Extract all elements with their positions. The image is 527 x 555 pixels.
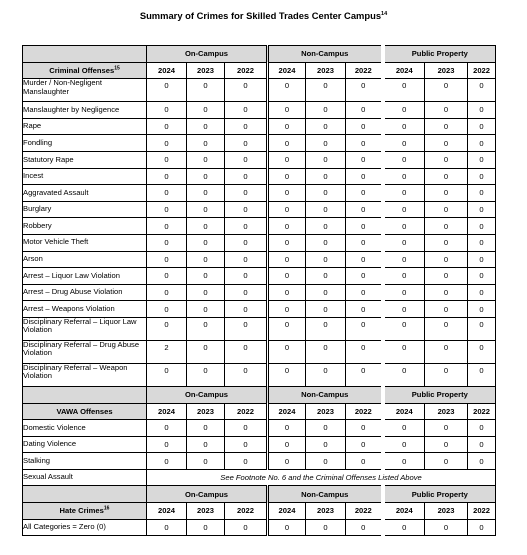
value-cell: 0 <box>225 168 268 185</box>
value-cell: 0 <box>346 201 383 218</box>
value-cell: 0 <box>425 79 468 102</box>
row-label: Arrest – Drug Abuse Violation <box>23 284 147 301</box>
year-header: 2024 <box>147 62 187 79</box>
year-header: 2022 <box>468 62 496 79</box>
value-cell: 0 <box>468 453 496 470</box>
section-header <box>23 62 147 79</box>
year-header: 2023 <box>425 62 468 79</box>
year-header: 2022 <box>468 503 496 520</box>
year-header: 2023 <box>306 62 346 79</box>
value-cell: 0 <box>187 284 225 301</box>
value-cell: 0 <box>383 363 425 386</box>
value-cell: 0 <box>383 284 425 301</box>
value-cell: 0 <box>306 118 346 135</box>
value-cell: 0 <box>187 118 225 135</box>
value-cell: 0 <box>268 436 306 453</box>
year-header: 2023 <box>306 503 346 520</box>
value-cell: 0 <box>225 201 268 218</box>
value-cell: 0 <box>187 268 225 285</box>
year-header: 2023 <box>425 503 468 520</box>
value-cell: 0 <box>468 201 496 218</box>
row-label: Disciplinary Referral – Liquor Law Violation <box>23 317 147 340</box>
value-cell: 0 <box>306 185 346 202</box>
value-cell: 0 <box>268 420 306 437</box>
value-cell: 0 <box>468 118 496 135</box>
table-row <box>23 118 496 135</box>
value-cell: 0 <box>225 436 268 453</box>
value-cell: 0 <box>383 453 425 470</box>
value-cell: 0 <box>383 118 425 135</box>
value-cell: 0 <box>225 118 268 135</box>
year-header: 2023 <box>187 62 225 79</box>
table-row <box>23 234 496 251</box>
year-header: 2024 <box>268 62 306 79</box>
row-label: Disciplinary Referral – Drug Abuse Violation <box>23 340 147 363</box>
table-row <box>23 135 496 152</box>
value-cell: 0 <box>306 519 346 536</box>
value-cell: 0 <box>306 340 346 363</box>
value-cell: 0 <box>147 185 187 202</box>
value-cell: 0 <box>468 151 496 168</box>
value-cell: 0 <box>147 453 187 470</box>
header-blank-cell <box>23 386 147 403</box>
value-cell: 0 <box>346 453 383 470</box>
value-cell: 0 <box>306 420 346 437</box>
value-cell: 0 <box>383 251 425 268</box>
value-cell: 0 <box>147 317 187 340</box>
value-cell: 0 <box>425 317 468 340</box>
value-cell: 0 <box>383 436 425 453</box>
value-cell: 0 <box>225 420 268 437</box>
table-row <box>23 102 496 119</box>
value-cell: 0 <box>346 118 383 135</box>
value-cell: 0 <box>468 268 496 285</box>
value-cell: 0 <box>147 135 187 152</box>
value-cell: 0 <box>225 185 268 202</box>
value-cell: 0 <box>346 79 383 102</box>
value-cell: 0 <box>306 301 346 318</box>
value-cell: 0 <box>306 268 346 285</box>
value-cell: 0 <box>346 317 383 340</box>
section-label: VAWA Offenses <box>56 406 113 416</box>
value-cell: 0 <box>225 234 268 251</box>
table-row <box>23 284 496 301</box>
table-row <box>23 420 496 437</box>
value-cell: 0 <box>346 268 383 285</box>
value-cell: 0 <box>425 135 468 152</box>
value-cell: 0 <box>383 234 425 251</box>
value-cell: 0 <box>346 363 383 386</box>
year-header: 2023 <box>425 403 468 420</box>
value-cell: 0 <box>468 218 496 235</box>
value-cell: 0 <box>268 185 306 202</box>
value-cell: 0 <box>268 201 306 218</box>
value-cell: 0 <box>268 340 306 363</box>
value-cell: 0 <box>225 284 268 301</box>
value-cell: 0 <box>187 218 225 235</box>
value-cell: 0 <box>425 102 468 119</box>
value-cell: 0 <box>268 519 306 536</box>
value-cell: 0 <box>425 453 468 470</box>
value-cell: 0 <box>425 340 468 363</box>
value-cell: 0 <box>346 519 383 536</box>
section-label: Criminal Offenses <box>49 65 115 75</box>
value-cell: 0 <box>147 436 187 453</box>
value-cell: 0 <box>306 234 346 251</box>
value-cell: 0 <box>268 151 306 168</box>
value-cell: 0 <box>468 102 496 119</box>
location-header: Non-Campus <box>268 386 383 403</box>
table-row <box>23 251 496 268</box>
value-cell: 0 <box>187 79 225 102</box>
year-header: 2024 <box>383 62 425 79</box>
value-cell: 0 <box>383 185 425 202</box>
year-header: 2023 <box>306 403 346 420</box>
value-cell: 0 <box>225 79 268 102</box>
value-cell: 0 <box>306 151 346 168</box>
row-label: Dating Violence <box>23 436 147 453</box>
value-cell: 0 <box>147 519 187 536</box>
value-cell: 0 <box>383 301 425 318</box>
value-cell: 0 <box>425 201 468 218</box>
year-header-row <box>23 62 496 79</box>
value-cell: 0 <box>383 79 425 102</box>
value-cell: 0 <box>147 420 187 437</box>
year-header: 2022 <box>225 403 268 420</box>
value-cell: 0 <box>225 268 268 285</box>
value-cell: 0 <box>306 135 346 152</box>
value-cell: 0 <box>346 301 383 318</box>
year-header-row <box>23 503 496 520</box>
value-cell: 0 <box>468 251 496 268</box>
value-cell: 0 <box>383 420 425 437</box>
value-cell: 0 <box>268 118 306 135</box>
value-cell: 0 <box>187 201 225 218</box>
value-cell: 0 <box>268 168 306 185</box>
year-header: 2024 <box>147 503 187 520</box>
table-row <box>23 340 496 363</box>
year-header: 2024 <box>147 403 187 420</box>
value-cell: 0 <box>268 284 306 301</box>
table-row <box>23 436 496 453</box>
page-title <box>0 10 527 21</box>
value-cell: 0 <box>187 363 225 386</box>
location-header: Public Property <box>383 46 496 63</box>
value-cell: 0 <box>187 436 225 453</box>
year-header: 2022 <box>225 503 268 520</box>
value-cell: 0 <box>425 234 468 251</box>
row-label: Stalking <box>23 453 147 470</box>
year-header: 2022 <box>346 503 383 520</box>
value-cell: 0 <box>147 102 187 119</box>
value-cell: 0 <box>187 151 225 168</box>
value-cell: 0 <box>346 340 383 363</box>
value-cell: 0 <box>306 436 346 453</box>
value-cell: 0 <box>268 218 306 235</box>
value-cell: 0 <box>425 284 468 301</box>
row-note: See Footnote No. 6 and the Criminal Offenses Listed Above <box>147 469 496 486</box>
table-row <box>23 268 496 285</box>
value-cell: 0 <box>268 453 306 470</box>
row-label: All Categories = Zero (0) <box>23 519 147 536</box>
value-cell: 0 <box>225 340 268 363</box>
value-cell: 0 <box>425 251 468 268</box>
value-cell: 0 <box>225 218 268 235</box>
table-row <box>23 469 496 486</box>
value-cell: 0 <box>425 218 468 235</box>
value-cell: 0 <box>306 79 346 102</box>
value-cell: 0 <box>383 340 425 363</box>
value-cell: 0 <box>306 251 346 268</box>
value-cell: 0 <box>383 151 425 168</box>
value-cell: 0 <box>383 201 425 218</box>
location-header: On-Campus <box>147 386 268 403</box>
header-blank-cell <box>23 46 147 63</box>
value-cell: 0 <box>225 453 268 470</box>
value-cell: 0 <box>425 301 468 318</box>
row-label: Burglary <box>23 201 147 218</box>
value-cell: 0 <box>187 102 225 119</box>
value-cell: 0 <box>468 284 496 301</box>
value-cell: 0 <box>425 363 468 386</box>
value-cell: 0 <box>425 420 468 437</box>
section-label: Hate Crimes <box>59 506 104 516</box>
value-cell: 0 <box>306 284 346 301</box>
row-label: Aggravated Assault <box>23 185 147 202</box>
table-row <box>23 363 496 386</box>
value-cell: 0 <box>225 151 268 168</box>
value-cell: 0 <box>383 168 425 185</box>
section-footnote: 16 <box>103 505 110 512</box>
value-cell: 0 <box>346 185 383 202</box>
value-cell: 0 <box>306 201 346 218</box>
value-cell: 0 <box>383 268 425 285</box>
value-cell: 0 <box>468 168 496 185</box>
value-cell: 0 <box>268 135 306 152</box>
row-label: Sexual Assault <box>23 469 147 486</box>
row-label: Statutory Rape <box>23 151 147 168</box>
row-label: Motor Vehicle Theft <box>23 234 147 251</box>
value-cell: 0 <box>346 168 383 185</box>
value-cell: 0 <box>425 185 468 202</box>
value-cell: 0 <box>268 317 306 340</box>
value-cell: 0 <box>147 284 187 301</box>
value-cell: 0 <box>468 519 496 536</box>
header-blank-cell <box>23 486 147 503</box>
location-header-row <box>23 486 496 503</box>
year-header: 2023 <box>187 403 225 420</box>
value-cell: 0 <box>147 151 187 168</box>
value-cell: 0 <box>147 118 187 135</box>
table-row <box>23 168 496 185</box>
value-cell: 0 <box>147 79 187 102</box>
value-cell: 0 <box>425 268 468 285</box>
value-cell: 0 <box>425 118 468 135</box>
section-header <box>23 503 147 520</box>
table-row <box>23 185 496 202</box>
value-cell: 0 <box>187 317 225 340</box>
row-label: Arson <box>23 251 147 268</box>
location-header-row <box>23 46 496 63</box>
value-cell: 0 <box>187 301 225 318</box>
value-cell: 0 <box>306 218 346 235</box>
value-cell: 0 <box>346 218 383 235</box>
table-row <box>23 301 496 318</box>
year-header: 2024 <box>268 403 306 420</box>
value-cell: 0 <box>147 218 187 235</box>
value-cell: 0 <box>268 79 306 102</box>
value-cell: 0 <box>306 168 346 185</box>
value-cell: 0 <box>346 135 383 152</box>
location-header: Non-Campus <box>268 46 383 63</box>
value-cell: 0 <box>187 185 225 202</box>
table-row <box>23 79 496 102</box>
table-row <box>23 151 496 168</box>
year-header: 2022 <box>346 62 383 79</box>
value-cell: 0 <box>147 268 187 285</box>
value-cell: 0 <box>225 363 268 386</box>
value-cell: 0 <box>306 102 346 119</box>
location-header: On-Campus <box>147 486 268 503</box>
year-header: 2024 <box>268 503 306 520</box>
row-label: Incest <box>23 168 147 185</box>
value-cell: 0 <box>425 168 468 185</box>
value-cell: 0 <box>346 436 383 453</box>
year-header-row <box>23 403 496 420</box>
value-cell: 0 <box>225 251 268 268</box>
value-cell: 0 <box>468 436 496 453</box>
value-cell: 0 <box>383 317 425 340</box>
value-cell: 0 <box>187 135 225 152</box>
value-cell: 0 <box>425 519 468 536</box>
value-cell: 0 <box>147 301 187 318</box>
table-row <box>23 218 496 235</box>
value-cell: 0 <box>383 218 425 235</box>
value-cell: 0 <box>346 251 383 268</box>
row-label: Rape <box>23 118 147 135</box>
row-label: Fondling <box>23 135 147 152</box>
location-header-row <box>23 386 496 403</box>
value-cell: 0 <box>346 151 383 168</box>
value-cell: 0 <box>383 135 425 152</box>
section-footnote: 15 <box>114 65 120 72</box>
table-body <box>23 46 496 536</box>
row-label: Robbery <box>23 218 147 235</box>
table-row <box>23 201 496 218</box>
row-label: Murder / Non-Negligent Manslaughter <box>23 79 147 102</box>
row-label: Arrest – Liquor Law Violation <box>23 268 147 285</box>
value-cell: 0 <box>147 234 187 251</box>
row-label: Disciplinary Referral – Weapon Violation <box>23 363 147 386</box>
value-cell: 0 <box>468 340 496 363</box>
location-header: Public Property <box>383 486 496 503</box>
value-cell: 0 <box>468 317 496 340</box>
value-cell: 0 <box>468 420 496 437</box>
location-header: On-Campus <box>147 46 268 63</box>
value-cell: 0 <box>268 268 306 285</box>
value-cell: 0 <box>187 340 225 363</box>
value-cell: 0 <box>187 251 225 268</box>
value-cell: 0 <box>346 420 383 437</box>
value-cell: 2 <box>147 340 187 363</box>
value-cell: 0 <box>468 363 496 386</box>
value-cell: 0 <box>147 363 187 386</box>
value-cell: 0 <box>147 168 187 185</box>
value-cell: 0 <box>306 453 346 470</box>
value-cell: 0 <box>187 234 225 251</box>
value-cell: 0 <box>468 185 496 202</box>
value-cell: 0 <box>147 251 187 268</box>
year-header: 2022 <box>346 403 383 420</box>
value-cell: 0 <box>187 420 225 437</box>
value-cell: 0 <box>468 301 496 318</box>
value-cell: 0 <box>346 102 383 119</box>
location-header: Non-Campus <box>268 486 383 503</box>
value-cell: 0 <box>383 102 425 119</box>
value-cell: 0 <box>187 168 225 185</box>
row-label: Domestic Violence <box>23 420 147 437</box>
value-cell: 0 <box>225 301 268 318</box>
table-row <box>23 519 496 536</box>
value-cell: 0 <box>187 453 225 470</box>
value-cell: 0 <box>468 234 496 251</box>
value-cell: 0 <box>425 151 468 168</box>
year-header: 2024 <box>383 403 425 420</box>
value-cell: 0 <box>346 234 383 251</box>
value-cell: 0 <box>306 317 346 340</box>
value-cell: 0 <box>346 284 383 301</box>
section-header <box>23 403 147 420</box>
value-cell: 0 <box>268 251 306 268</box>
value-cell: 0 <box>268 234 306 251</box>
year-header: 2022 <box>225 62 268 79</box>
value-cell: 0 <box>225 317 268 340</box>
page-title-text: Summary of Crimes for Skilled Trades Center Campus <box>139 10 382 21</box>
row-label: Arrest – Weapons Violation <box>23 301 147 318</box>
year-header: 2022 <box>468 403 496 420</box>
crime-statistics-table <box>22 45 496 536</box>
value-cell: 0 <box>268 102 306 119</box>
value-cell: 0 <box>225 135 268 152</box>
table-row <box>23 453 496 470</box>
value-cell: 0 <box>187 519 225 536</box>
row-label: Manslaughter by Negligence <box>23 102 147 119</box>
value-cell: 0 <box>268 363 306 386</box>
value-cell: 0 <box>225 519 268 536</box>
year-header: 2024 <box>383 503 425 520</box>
value-cell: 0 <box>225 102 268 119</box>
value-cell: 0 <box>268 301 306 318</box>
value-cell: 0 <box>468 79 496 102</box>
value-cell: 0 <box>383 519 425 536</box>
value-cell: 0 <box>425 436 468 453</box>
year-header: 2023 <box>187 503 225 520</box>
title-footnote: 14 <box>381 10 388 17</box>
table-row <box>23 317 496 340</box>
value-cell: 0 <box>306 363 346 386</box>
value-cell: 0 <box>147 201 187 218</box>
value-cell: 0 <box>468 135 496 152</box>
location-header: Public Property <box>383 386 496 403</box>
